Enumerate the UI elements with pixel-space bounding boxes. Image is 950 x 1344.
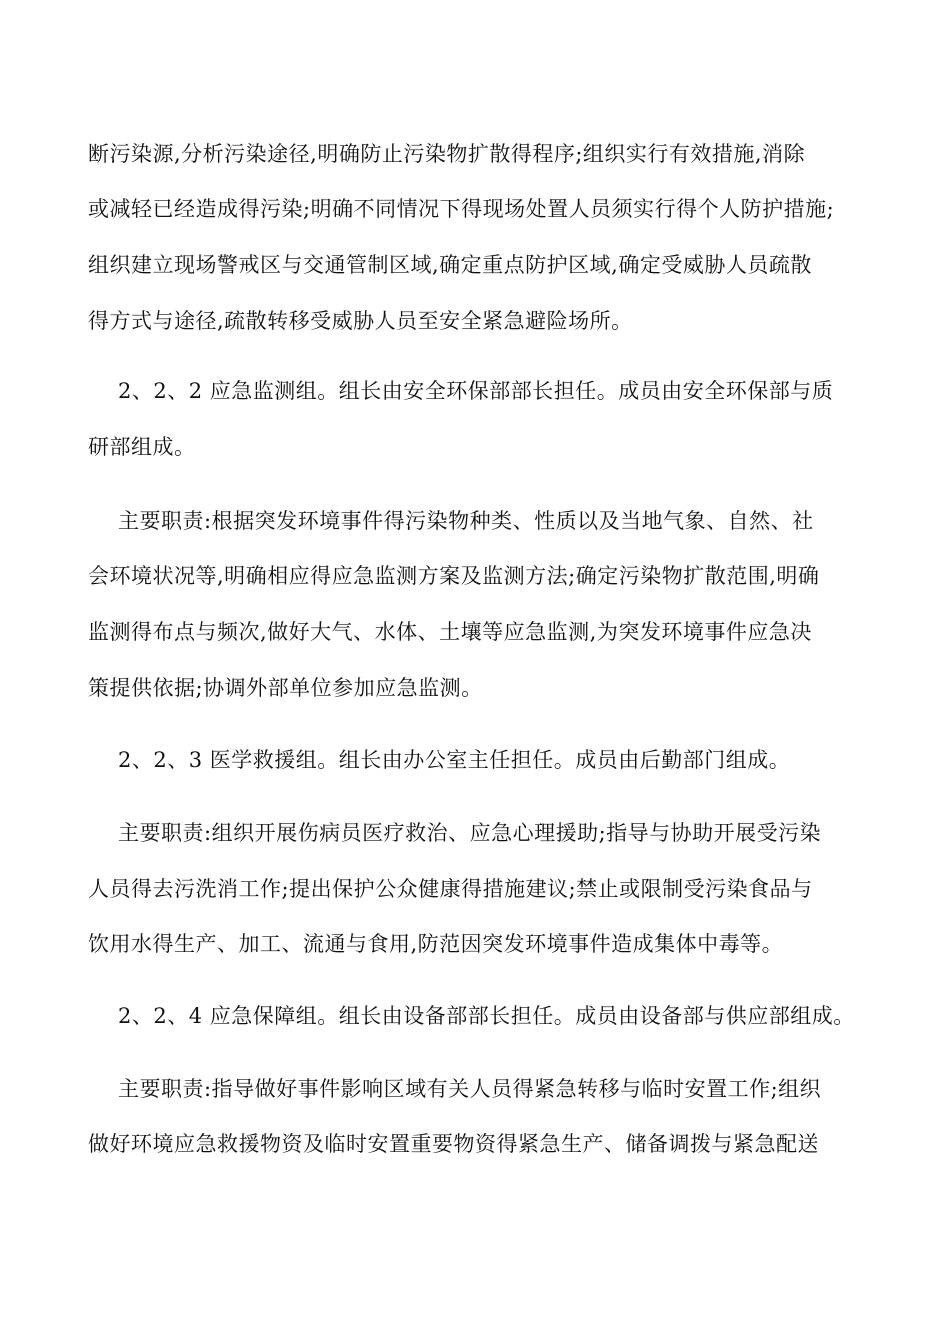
section-heading-2-2-2: 2、2、2 应急监测组。组长由安全环保部部长担任。成员由安全环保部与质 [118,379,834,403]
text-line: 饮用水得生产、加工、流通与食用,防范因突发环境事件造成集体中毒等。 [88,932,784,956]
section-heading-2-2-4: 2、2、4 应急保障组。组长由设备部部长担任。成员由设备部与供应部组成。 [118,1004,855,1028]
text-line: 得方式与途径,疏散转移受威胁人员至安全紧急避险场所。 [88,309,633,333]
text-line: 组织建立现场警戒区与交通管制区域,确定重点防护区域,确定受威胁人员疏散 [88,253,812,277]
responsibility-paragraph-start: 主要职责:组织开展伤病员医疗救治、应急心理援助;指导与协助开展受污染 [118,821,822,845]
text-line: 做好环境应急救援物资及临时安置重要物资得紧急生产、储备调拨与紧急配送 [88,1132,819,1156]
text-line: 策提供依据;协调外部单位参加应急监测。 [88,676,483,700]
text-line: 人员得去污洗消工作;提出保护公众健康得措施建议;禁止或限制受污染食品与 [88,877,813,901]
text-line: 监测得布点与频次,做好大气、水体、土壤等应急监测,为突发环境事件应急决 [88,620,812,644]
text-line: 会环境状况等,明确相应得应急监测方案及监测方法;确定污染物扩散范围,明确 [88,564,820,588]
text-line: 断污染源,分析污染途径,明确防止污染物扩散得程序;组织实行有效措施,消除 [88,142,806,166]
responsibility-paragraph-start: 主要职责:指导做好事件影响区域有关人员得紧急转移与临时安置工作;组织 [118,1077,822,1101]
section-heading-2-2-3: 2、2、3 医学救援组。组长由办公室主任担任。成员由后勤部门组成。 [118,748,791,772]
responsibility-paragraph-start: 主要职责:根据突发环境事件得污染物种类、性质以及当地气象、自然、社 [118,509,814,533]
text-line: 或减轻已经造成得污染;明确不同情况下得现场处置人员须实行得个人防护措施; [88,197,835,221]
text-line: 研部组成。 [88,435,196,459]
